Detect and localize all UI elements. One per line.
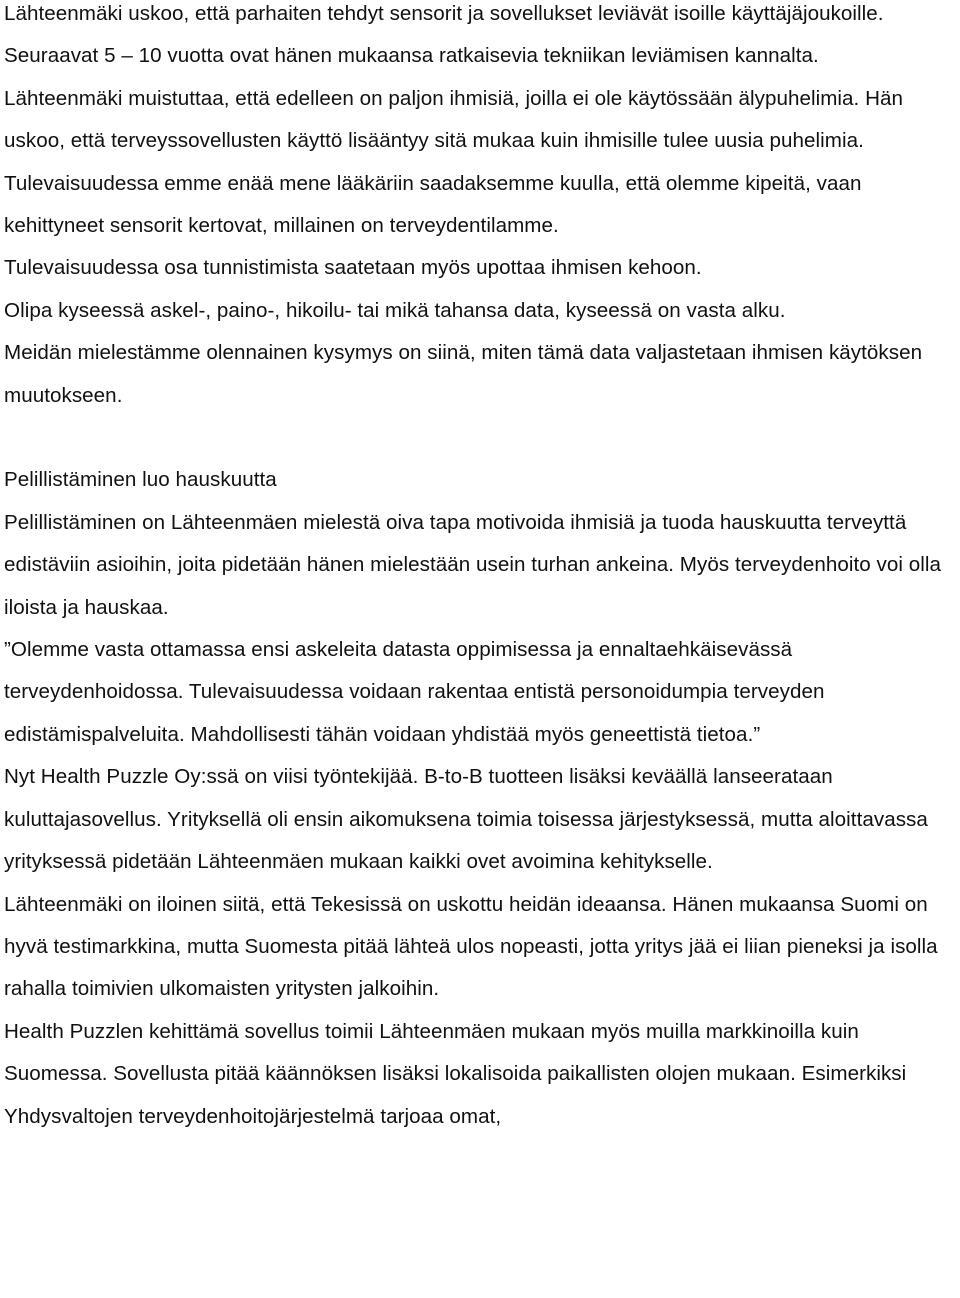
quote-paragraph: ”Olemme vasta ottamassa ensi askeleita datasta oppimisessa ja ennaltaehkäisevässä terveydenhoidossa. Tulevaisuudessa voidaan rakentaa entistä personoidumpia terveyden edistämispalveluita. Mahdollisesti tähän voidaan yhdistää myös geneettistä tietoa.” (4, 638, 831, 746)
section-heading: Pelillistäminen luo hauskuutta (4, 468, 277, 492)
paragraph: Meidän mielestämme olennainen kysymys on siinä, miten tämä data valjastetaan ihmisen käytöksen muutokseen. (4, 341, 928, 407)
paragraph: Lähteenmäki uskoo, että parhaiten tehdyt sensorit ja sovellukset leviävät isoille käyttäjäjoukoille. Seuraavat 5 – 10 vuotta ovat hänen mukaansa ratkaisevia tekniikan leviämisen kannalta. (4, 2, 890, 68)
paragraph-gap (4, 417, 952, 459)
paragraph: Health Puzzlen kehittämä sovellus toimii Lähteenmäen mukaan myös muilla markkinoilla kuin Suomessa. Sovellusta pitää käännöksen lisäksi lokalisoida paikallisten olojen mukaan. Esimerkiksi Yhdysvaltojen terveydenhoitojärjestelmä tarjoaa omat, (4, 1019, 912, 1128)
paragraph: Pelillistäminen on Lähteenmäen mielestä oiva tapa motivoida ihmisiä ja tuoda hauskuutta terveyttä edistäviin asioihin, joita pidetään hänen mielestään usein turhan ankeina. Myös terveydenhoito voi olla iloista ja hauskaa. (4, 510, 947, 619)
document-page (4, 0, 952, 1138)
paragraph: Tulevaisuudessa osa tunnistimista saatetaan myös upottaa ihmisen kehoon. (4, 256, 702, 280)
paragraph: Olipa kyseessä askel-, paino-, hikoilu- tai mikä tahansa data, kyseessä on vasta alku. (4, 298, 786, 322)
paragraph: Tulevaisuudessa emme enää mene lääkäriin saadaksemme kuulla, että olemme kipeitä, vaan kehittyneet sensorit kertovat, millainen on terveydentilamme. (4, 171, 868, 238)
paragraph: Nyt Health Puzzle Oy:ssä on viisi työntekijää. B-to-B tuotteen lisäksi keväällä lanseerataan kuluttajasovellus. Yrityksellä oli ensin aikomuksena toimia toisessa järjestyksessä, mutta aloittavassa yrityksessä pidetään Lähteenmäen mukaan kaikki ovet avoimina kehitykselle. (4, 765, 934, 874)
paragraph: Lähteenmäki on iloinen siitä, että Tekesissä on uskottu heidän ideaansa. Hänen mukaansa Suomi on hyvä testimarkkina, mutta Suomesta pitää lähteä ulos nopeasti, jotta yritys jää ei liian pieneksi ja isolla rahalla toimivien ulkomaisten yritysten jalkoihin. (4, 892, 944, 1001)
paragraph: Lähteenmäki muistuttaa, että edelleen on paljon ihmisiä, joilla ei ole käytössään älypuhelimia. Hän uskoo, että terveyssovellusten käyttö lisääntyy sitä mukaa kuin ihmisille tulee uusia puhelimia. (4, 86, 909, 153)
